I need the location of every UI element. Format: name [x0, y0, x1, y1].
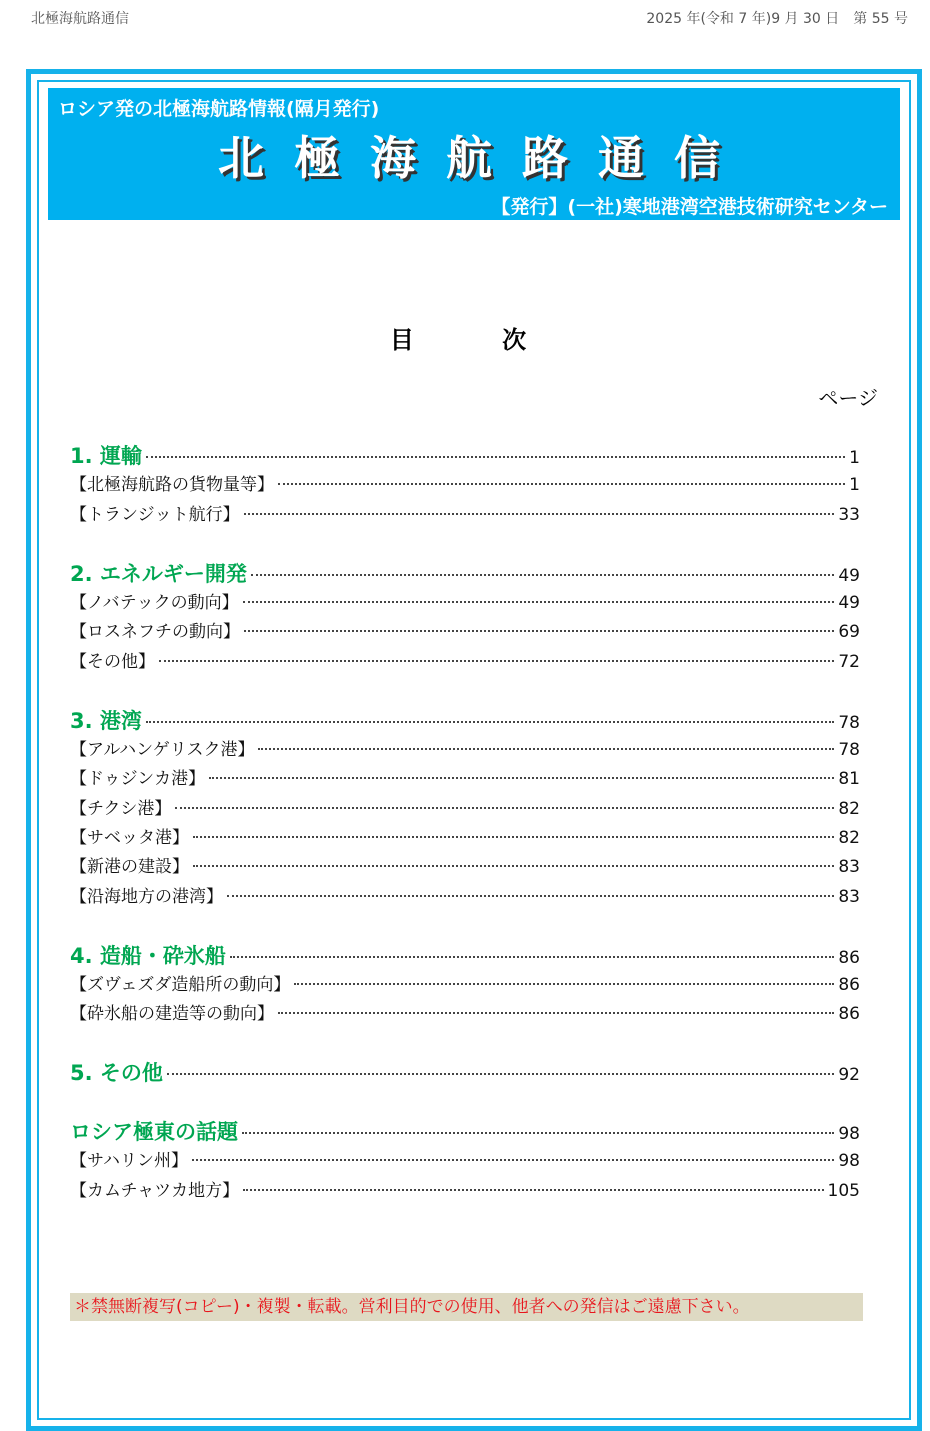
toc-entry-label: 【北極海航路の貨物量等】: [70, 475, 274, 496]
toc-section: [70, 560, 860, 678]
toc-entry-label: 【サハリン州】: [70, 1151, 188, 1172]
dot-leader: [251, 574, 834, 576]
dot-leader: [278, 483, 845, 485]
table-of-contents: [70, 442, 860, 1206]
toc-section-heading[interactable]: [70, 442, 860, 471]
toc-section-heading[interactable]: [70, 560, 860, 589]
toc-entry-label: 5. その他: [70, 1061, 163, 1086]
toc-page-number: 86: [838, 947, 860, 968]
dot-leader: [244, 513, 835, 515]
toc-page-number: 92: [838, 1065, 860, 1086]
toc-page-number: 1: [849, 448, 860, 468]
toc-page-number: 82: [838, 828, 860, 849]
toc-page-number: 49: [838, 565, 860, 586]
page-column-label: ページ: [818, 386, 878, 410]
dot-leader: [175, 807, 834, 809]
dot-leader: [146, 721, 834, 723]
toc-entry-label: 【ノバテックの動向】: [70, 592, 239, 613]
toc-page-number: 78: [838, 712, 860, 733]
toc-item[interactable]: [70, 971, 860, 1000]
toc-page-number: 69: [838, 622, 860, 643]
toc-section: [70, 1059, 860, 1088]
dot-leader: [244, 630, 834, 632]
toc-item[interactable]: [70, 883, 860, 912]
toc-page-number: 86: [838, 1004, 860, 1025]
toc-item[interactable]: [70, 824, 860, 853]
toc-entry-label: 【ロスネフチの動向】: [70, 622, 240, 643]
toc-section: [70, 442, 860, 530]
dot-leader: [294, 983, 834, 985]
banner-title: 北極海航路通信: [218, 131, 750, 185]
dot-leader: [209, 777, 834, 779]
toc-section-heading[interactable]: [70, 942, 860, 971]
toc-section: [70, 1118, 860, 1206]
toc-section-heading[interactable]: [70, 1059, 860, 1088]
toc-page-number: 78: [838, 739, 860, 760]
toc-page-number: 72: [838, 651, 860, 672]
toc-entry-label: 【その他】: [70, 651, 155, 672]
toc-item[interactable]: [70, 1000, 860, 1029]
toc-entry-label: 【沿海地方の港湾】: [70, 886, 223, 907]
toc-entry-label: 【新港の建設】: [70, 857, 189, 878]
toc-page-number: 86: [838, 975, 860, 996]
toc-entry-label: 3. 港湾: [70, 708, 142, 733]
toc-entry-label: 【アルハンゲリスク港】: [70, 739, 255, 760]
toc-entry-label: 2. エネルギー開発: [70, 561, 247, 586]
toc-entry-label: 【ズヴェズダ造船所の動向】: [70, 975, 291, 996]
toc-item[interactable]: [70, 501, 860, 530]
toc-entry-label: 【サベッタ港】: [70, 828, 189, 849]
dot-leader: [159, 660, 834, 662]
toc-item[interactable]: [70, 795, 860, 824]
toc-item[interactable]: [70, 853, 860, 882]
toc-section-heading[interactable]: [70, 1118, 860, 1147]
copyright-notice: ＊禁無断複写(コピー)・複製・転載。営利目的での使用、他者への発信はご遠慮下さい。: [70, 1293, 863, 1321]
toc-entry-label: 【カムチャツカ地方】: [70, 1180, 240, 1201]
toc-page-number: 82: [838, 798, 860, 819]
dot-leader: [278, 1012, 834, 1014]
toc-page-number: 98: [838, 1151, 860, 1172]
toc-section: [70, 707, 860, 913]
toc-page-number: 105: [827, 1180, 860, 1201]
toc-item[interactable]: [70, 1177, 860, 1206]
toc-item[interactable]: [70, 618, 860, 647]
toc-entry-label: 【ドゥジンカ港】: [70, 769, 206, 790]
toc-page-number: 1: [849, 475, 860, 496]
dot-leader: [193, 865, 834, 867]
toc-item[interactable]: [70, 1147, 860, 1176]
dot-leader: [258, 748, 834, 750]
toc-entry-label: 【砕氷船の建造等の動向】: [70, 1004, 274, 1025]
dot-leader: [193, 836, 834, 838]
toc-item[interactable]: [70, 765, 860, 794]
dot-leader: [167, 1073, 834, 1075]
dot-leader: [146, 456, 845, 458]
toc-page-number: 81: [838, 769, 860, 790]
toc-page-number: 98: [838, 1123, 860, 1144]
banner-subtitle: ロシア発の北極海航路情報(隔月発行): [58, 98, 380, 120]
toc-page-number: 49: [838, 592, 860, 613]
toc-section: [70, 942, 860, 1030]
dot-leader: [243, 1189, 823, 1191]
toc-entry-label: 1. 運輸: [70, 444, 142, 468]
toc-page-number: 83: [838, 857, 860, 878]
toc-item[interactable]: [70, 736, 860, 765]
running-header-date-issue: 2025 年(令和 7 年)9 月 30 日 第 55 号: [646, 11, 908, 27]
toc-entry-label: ロシア極東の話題: [70, 1119, 238, 1144]
dot-leader: [192, 1159, 834, 1161]
running-header-title: 北極海航路通信: [31, 11, 129, 27]
dot-leader: [227, 895, 834, 897]
banner-publisher: 【発行】(一社)寒地港湾空港技術研究センター: [491, 196, 888, 218]
toc-title: 目 次: [389, 326, 567, 354]
toc-page-number: 83: [838, 886, 860, 907]
toc-item[interactable]: [70, 589, 860, 618]
toc-item[interactable]: [70, 648, 860, 677]
dot-leader: [242, 1132, 834, 1134]
dot-leader: [230, 956, 834, 958]
title-banner: [48, 88, 900, 220]
toc-section-heading[interactable]: [70, 707, 860, 736]
dot-leader: [243, 601, 835, 603]
toc-item[interactable]: [70, 471, 860, 500]
toc-page-number: 33: [838, 504, 860, 525]
toc-entry-label: 4. 造船・砕氷船: [70, 943, 226, 968]
toc-entry-label: 【トランジット航行】: [70, 504, 240, 525]
toc-entry-label: 【チクシ港】: [70, 798, 172, 819]
